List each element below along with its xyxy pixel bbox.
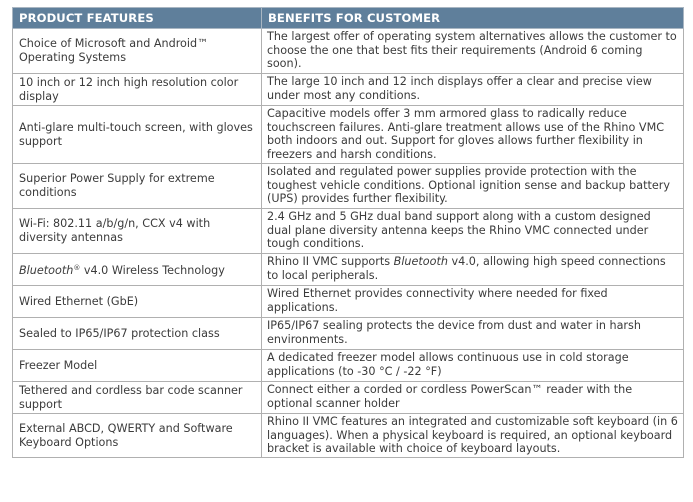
table-row [13,106,684,164]
benefit-cell: Wired Ethernet provides connectivity where needed for fixed applications. [262,286,684,318]
benefit-cell: Isolated and regulated power supplies provide protection with the toughest vehicle conditions. Optional ignition sense and backup battery (UPS) provides further flexibility. [262,164,684,209]
bluetooth-italic: Bluetooth [19,263,74,277]
registered-mark: ® [73,263,81,272]
benefit-cell: 2.4 GHz and 5 GHz dual band support along with a custom designed dual plane diversity antenna keeps the Rhino VMC connected under tough conditions. [262,209,684,254]
feature-cell [13,254,262,286]
header-benefits-for-customer: BENEFITS FOR CUSTOMER [262,8,684,29]
feature-cell: 10 inch or 12 inch high resolution color display [13,74,262,106]
feature-cell: Sealed to IP65/IP67 protection class [13,318,262,350]
benefit-cell: A dedicated freezer model allows continuous use in cold storage applications (to -30 °C / -22 °F) [262,350,684,382]
table-row [13,164,684,209]
benefit-text-post: v4.0, allowing high speed connections to local peripherals. [267,255,666,282]
table-row [13,74,684,106]
benefit-cell: The large 10 inch and 12 inch displays offer a clear and precise view under most any conditions. [262,74,684,106]
benefit-cell [262,254,684,286]
feature-cell: External ABCD, QWERTY and Software Keyboard Options [13,414,262,458]
benefit-cell: Rhino II VMC features an integrated and customizable soft keyboard (in 6 languages). When a physical keyboard is required, an optional keyboard bracket is available with choice of keyboard layouts. [262,414,684,458]
table-row [13,29,684,74]
feature-text: v4.0 Wireless Technology [80,263,225,277]
benefit-cell: The largest offer of operating system alternatives allows the customer to choose the one that best fits their requirements (Android 6 coming soon). [262,29,684,74]
table-row [13,318,684,350]
feature-cell: Freezer Model [13,350,262,382]
table-row [13,254,684,286]
feature-cell: Wi-Fi: 802.11 a/b/g/n, CCX v4 with diversity antennas [13,209,262,254]
benefit-cell: Connect either a corded or cordless PowerScan™ reader with the optional scanner holder [262,382,684,414]
feature-cell: Tethered and cordless bar code scanner support [13,382,262,414]
table-row [13,382,684,414]
table-row [13,414,684,458]
feature-cell: Superior Power Supply for extreme conditions [13,164,262,209]
benefit-text-pre: Rhino II VMC supports [267,255,394,268]
feature-cell: Wired Ethernet (GbE) [13,286,262,318]
bluetooth-italic: Bluetooth [393,255,448,268]
features-table [12,7,684,458]
feature-cell: Anti-glare multi-touch screen, with gloves support [13,106,262,164]
table-row [13,209,684,254]
table-row [13,350,684,382]
feature-cell: Choice of Microsoft and Android™ Operating Systems [13,29,262,74]
header-product-features: PRODUCT FEATURES [13,8,262,29]
header-row [13,8,684,29]
benefit-cell: IP65/IP67 sealing protects the device from dust and water in harsh environments. [262,318,684,350]
benefit-cell: Capacitive models offer 3 mm armored glass to radically reduce touchscreen failures. Anti-glare treatment allows use of the Rhino VMC both indoors and out. Support for gloves allows further flexibility in freezers and harsh conditions. [262,106,684,164]
table-row [13,286,684,318]
